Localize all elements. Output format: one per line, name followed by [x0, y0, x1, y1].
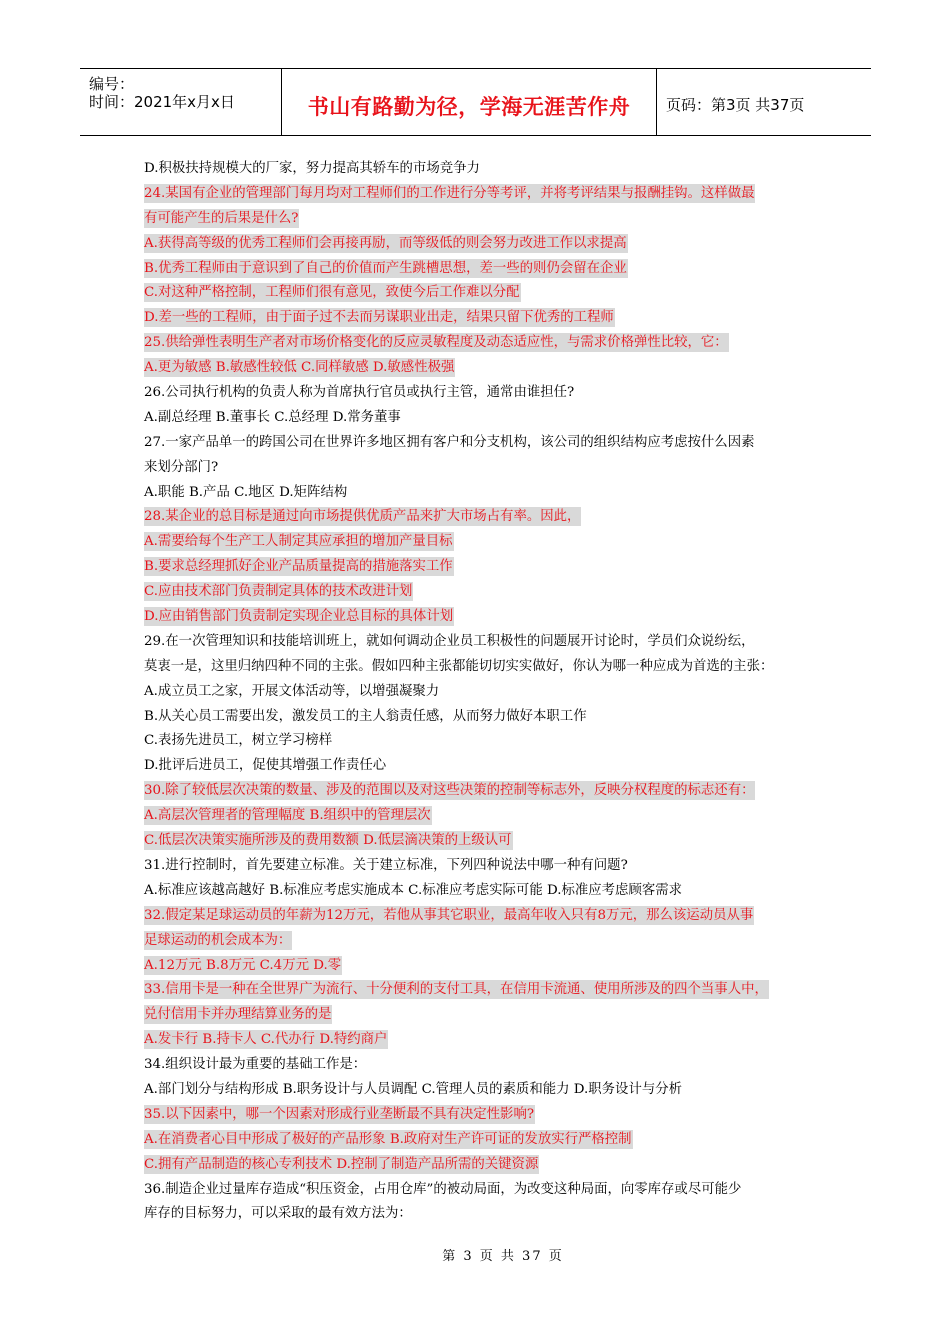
line-text: 34.组织设计最为重要的基础工作是： — [144, 1057, 367, 1073]
highlighted-text-line — [144, 306, 824, 331]
line-text: 36.制造企业过量库存造成“积压资金，占用仓库”的被动局面，为改变这种局面，向零库存或尽可能少 — [144, 1181, 742, 1197]
page-footer — [0, 1245, 950, 1264]
line-text: A.获得高等级的优秀工程师们会再接再励，而等级低的则会努力改进工作以求提高 — [144, 235, 627, 251]
highlighted-text-line — [144, 804, 824, 829]
text-line — [144, 754, 824, 779]
text-line — [144, 456, 824, 481]
highlighted-text-line — [144, 281, 824, 306]
text-line — [144, 431, 824, 456]
line-text: C.拥有产品制造的核心专利技术 D.控制了制造产品所需的关键资源 — [144, 1156, 539, 1172]
text-line — [144, 680, 824, 705]
highlighted-text-line — [144, 829, 824, 854]
highlighted-text-line — [144, 929, 824, 954]
text-line — [144, 729, 824, 754]
line-text: B.优秀工程师由于意识到了自己的价值而产生跳槽思想，差一些的则仍会留在企业 — [144, 260, 627, 276]
highlighted-text-line — [144, 207, 824, 232]
highlighted-text-line — [144, 1153, 824, 1178]
question-body — [144, 157, 824, 1227]
text-line — [144, 1053, 824, 1078]
header-motto-cell — [282, 69, 657, 135]
highlighted-text-line — [144, 182, 824, 207]
line-text: A.副总经理 B.董事长 C.总经理 D.常务董事 — [144, 409, 401, 425]
header-motto: 书山有路勤为径，学海无涯苦作舟 — [307, 95, 631, 119]
line-text: A.发卡行 B.持卡人 C.代办行 D.特约商户 — [144, 1032, 388, 1048]
line-text: 33.信用卡是一种在全世界广为流行、十分便利的支付工具，在信用卡流通、使用所涉及的四个当事人中， — [144, 982, 768, 998]
line-text: 28.某企业的总目标是通过向市场提供优质产品来扩大市场占有率。因此， — [144, 509, 581, 525]
line-text: D.差一些的工程师，由于面子过不去而另谋职业出走，结果只留下优秀的工程师 — [144, 310, 614, 326]
doc-time-label: 时间：2021年x月x日 — [89, 93, 235, 111]
line-text: A.职能 B.产品 C.地区 D.矩阵结构 — [144, 484, 348, 500]
highlighted-text-line — [144, 555, 824, 580]
line-text: 25.供给弹性表明生产者对市场价格变化的反应灵敏程度及动态适应性，与需求价格弹性比较，它： — [144, 335, 728, 351]
highlighted-text-line — [144, 605, 824, 630]
page-header — [80, 68, 871, 136]
text-line — [144, 854, 824, 879]
line-text: C.表扬先进员工，树立学习榜样 — [144, 733, 333, 749]
line-text: A.在消费者心目中形成了极好的产品形象 B.政府对生产许可证的发放实行严格控制 — [144, 1131, 632, 1147]
highlighted-text-line — [144, 356, 824, 381]
highlighted-text-line — [144, 779, 824, 804]
line-text: C.应由技术部门负责制定具体的技术改进计划 — [144, 584, 413, 600]
highlighted-text-line — [144, 580, 824, 605]
line-text: A.12万元 B.8万元 C.4万元 D.零 — [144, 957, 342, 973]
text-line — [144, 705, 824, 730]
highlighted-text-line — [144, 257, 824, 282]
highlighted-text-line — [144, 530, 824, 555]
line-text: 来划分部门? — [144, 459, 219, 475]
line-text: 莫衷一是，这里归纳四种不同的主张。假如四种主张都能切切实实做好，你认为哪一种应成为首选的主张： — [144, 658, 774, 674]
text-line — [144, 481, 824, 506]
highlighted-text-line — [144, 1028, 824, 1053]
text-line — [144, 1178, 824, 1203]
line-text: 27.一家产品单一的跨国公司在世界许多地区拥有客户和分支机构，该公司的组织结构应考虑按什么因素 — [144, 434, 755, 450]
text-line — [144, 655, 824, 680]
line-text: D.应由销售部门负责制定实现企业总目标的具体计划 — [144, 609, 454, 625]
line-text: 足球运动的机会成本为： — [144, 932, 292, 948]
highlighted-text-line — [144, 904, 824, 929]
line-text: 31.进行控制时，首先要建立标准。关于建立标准，下列四种说法中哪一种有问题? — [144, 857, 628, 873]
line-text: A.成立员工之家，开展文体活动等，以增强凝聚力 — [144, 683, 440, 699]
highlighted-text-line — [144, 1003, 824, 1028]
highlighted-text-line — [144, 1128, 824, 1153]
footer-page-number: 第 3 页 共 37 页 — [442, 1249, 564, 1264]
header-page-number: 页码：第3页 共37页 — [666, 96, 805, 114]
line-text: 26.公司执行机构的负责人称为首席执行官员或执行主管，通常由谁担任? — [144, 385, 575, 401]
highlighted-text-line — [144, 978, 824, 1003]
text-line — [144, 157, 824, 182]
line-text: 24.某国有企业的管理部门每月均对工程师们的工作进行分等考评，并将考评结果与报酬挂钩。这样做最 — [144, 185, 755, 201]
line-text: 29.在一次管理知识和技能培训班上，就如何调动企业员工积极性的问题展开讨论时，学员们众说纷纭， — [144, 633, 755, 649]
text-line — [144, 630, 824, 655]
line-text: 35.以下因素中，哪一个因素对形成行业垄断最不具有决定性影响? — [144, 1106, 535, 1122]
header-meta-cell — [80, 69, 282, 135]
line-text: 32.假定某足球运动员的年薪为12万元，若他从事其它职业，最高年收入只有8万元，那么该运动员从事 — [144, 907, 754, 923]
line-text: A.高层次管理者的管理幅度 B.组织中的管理层次 — [144, 808, 431, 824]
highlighted-text-line — [144, 954, 824, 979]
text-line — [144, 406, 824, 431]
header-page-cell — [657, 69, 871, 135]
line-text: C.低层次决策实施所涉及的费用数额 D.低层滴决策的上级认可 — [144, 833, 512, 849]
line-text: 库存的目标努力，可以采取的最有效方法为： — [144, 1206, 412, 1222]
highlighted-text-line — [144, 331, 824, 356]
line-text: A.部门划分与结构形成 B.职务设计与人员调配 C.管理人员的素质和能力 D.职务设计与分析 — [144, 1081, 683, 1097]
line-text: B.从关心员工需要出发，激发员工的主人翁责任感，从而努力做好本职工作 — [144, 708, 587, 724]
highlighted-text-line — [144, 232, 824, 257]
line-text: D.积极扶持规模大的厂家，努力提高其轿车的市场竞争力 — [144, 161, 480, 176]
line-text: A.标准应该越高越好 B.标准应考虑实施成本 C.标准应考虑实际可能 D.标准应考虑顾客需求 — [144, 882, 683, 898]
doc-number-label: 编号： — [89, 75, 135, 93]
text-line — [144, 381, 824, 406]
line-text: D.批评后进员工，促使其增强工作责任心 — [144, 758, 387, 774]
line-text: A.需要给每个生产工人制定其应承担的增加产量目标 — [144, 534, 453, 550]
text-line — [144, 879, 824, 904]
highlighted-text-line — [144, 1103, 824, 1128]
text-line — [144, 1078, 824, 1103]
line-text: B.要求总经理抓好企业产品质量提高的措施落实工作 — [144, 559, 453, 575]
line-text: 有可能产生的后果是什么? — [144, 210, 299, 226]
line-text: 30.除了较低层次决策的数量、涉及的范围以及对这些决策的控制等标志外，反映分权程度的标志还有： — [144, 783, 755, 799]
line-text: A.更为敏感 B.敏感性较低 C.同样敏感 D.敏感性极强 — [144, 360, 455, 376]
line-text: C.对这种严格控制，工程师们很有意见，致使今后工作难以分配 — [144, 285, 520, 301]
text-line — [144, 1202, 824, 1227]
line-text: 兑付信用卡并办理结算业务的是 — [144, 1007, 332, 1023]
highlighted-text-line — [144, 505, 824, 530]
